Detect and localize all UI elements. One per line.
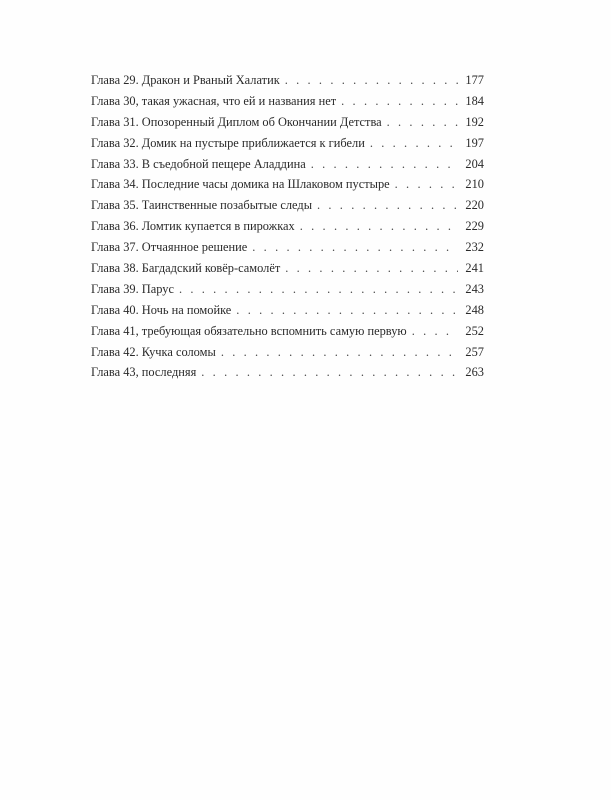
toc-dot-leader xyxy=(395,174,458,195)
toc-entry-38 xyxy=(91,258,484,279)
toc-entry-title: Глава 34. Последние часы домика на Шлаковом пустыре xyxy=(91,177,390,192)
toc-entry-page: 210 xyxy=(465,177,484,192)
toc-dot-leader xyxy=(285,258,458,279)
toc-entry-title: Глава 38. Багдадский ковёр-самолёт xyxy=(91,261,281,276)
toc-entry-title: Глава 30, такая ужасная, что ей и названия нет xyxy=(91,93,337,108)
toc-entry-page: 197 xyxy=(465,135,484,150)
toc-entry-title: Глава 37. Отчаянное решение xyxy=(91,240,248,255)
toc-dot-leader xyxy=(387,112,458,133)
toc-entry-page: 252 xyxy=(465,323,484,338)
toc-entry-page: 232 xyxy=(465,240,484,255)
toc-entry-page: 263 xyxy=(465,365,484,380)
toc-entry-37 xyxy=(91,237,484,258)
toc-entry-page: 241 xyxy=(465,261,484,276)
toc-entry-page: 177 xyxy=(465,73,484,87)
toc-entry-30 xyxy=(91,91,484,112)
toc-entry-31 xyxy=(91,112,484,133)
toc-dot-leader xyxy=(252,237,458,258)
toc-entry-page: 257 xyxy=(465,344,484,359)
toc-entry-36 xyxy=(91,216,484,237)
toc-entry-42 xyxy=(91,342,484,363)
toc-entry-33 xyxy=(91,154,484,175)
toc-entry-title: Глава 29. Дракон и Рваный Халатик xyxy=(91,73,280,87)
toc-dot-leader xyxy=(341,91,458,112)
toc-entry-title: Глава 40. Ночь на помойке xyxy=(91,302,232,317)
toc-entry-page: 184 xyxy=(465,93,484,108)
toc-entry-title: Глава 32. Домик на пустыре приближается к гибели xyxy=(91,135,365,150)
toc-entry-41 xyxy=(91,321,484,342)
table-of-contents xyxy=(91,70,484,383)
toc-entry-title: Глава 41, требующая обязательно вспомнить самую первую xyxy=(91,323,407,338)
toc-entry-page: 220 xyxy=(465,198,484,213)
toc-dot-leader xyxy=(201,362,458,383)
toc-entry-29 xyxy=(91,70,484,91)
toc-entry-40 xyxy=(91,300,484,321)
toc-entry-43 xyxy=(91,362,484,383)
toc-entry-page: 204 xyxy=(465,156,484,171)
toc-entry-39 xyxy=(91,279,484,300)
toc-entry-34 xyxy=(91,174,484,195)
toc-entry-page: 248 xyxy=(465,302,484,317)
toc-dot-leader xyxy=(300,216,458,237)
toc-entry-title: Глава 33. В съедобной пещере Аладдина xyxy=(91,156,306,171)
toc-entry-title: Глава 36. Ломтик купается в пирожках xyxy=(91,219,295,234)
toc-entry-title: Глава 35. Таинственные позабытые следы xyxy=(91,198,313,213)
toc-entry-32 xyxy=(91,133,484,154)
toc-dot-leader xyxy=(370,133,458,154)
toc-entry-title: Глава 42. Кучка соломы xyxy=(91,344,216,359)
toc-dot-leader xyxy=(311,154,458,175)
toc-entry-title: Глава 39. Парус xyxy=(91,281,174,296)
toc-dot-leader xyxy=(221,342,458,363)
toc-dot-leader xyxy=(236,300,458,321)
toc-entry-page: 243 xyxy=(465,281,484,296)
toc-entry-page: 229 xyxy=(465,219,484,234)
toc-entry-title: Глава 43, последняя xyxy=(91,365,197,380)
toc-dot-leader xyxy=(179,279,458,300)
toc-entry-title: Глава 31. Опозоренный Диплом об Окончании Детства xyxy=(91,114,382,129)
toc-dot-leader xyxy=(412,321,458,342)
toc-dot-leader xyxy=(285,70,458,91)
toc-entry-35 xyxy=(91,195,484,216)
toc-dot-leader xyxy=(317,195,458,216)
toc-entry-page: 192 xyxy=(465,114,484,129)
